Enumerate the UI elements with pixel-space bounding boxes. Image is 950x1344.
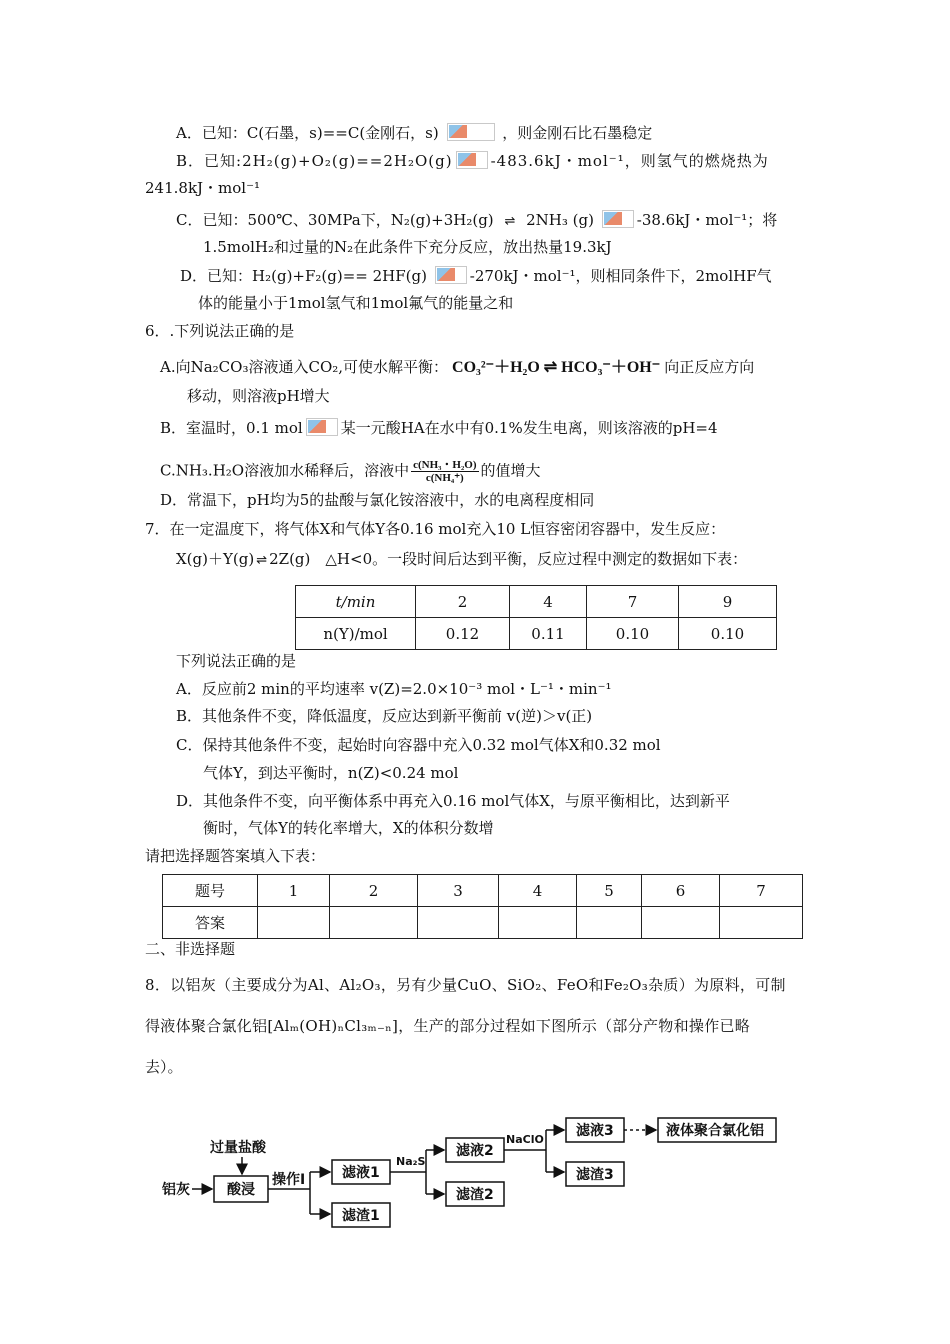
q5-option-a	[176, 123, 652, 143]
answer-input-7[interactable]	[720, 907, 803, 939]
q7-option-a: A．反应前2 min的平均速率 v(Z)=2.0×10⁻³ mol・L⁻¹・min⁻¹	[176, 680, 612, 698]
q5-option-c	[176, 210, 777, 232]
table-cell: 7	[587, 586, 679, 618]
q7-reaction	[176, 549, 747, 571]
q5-c-text: C．已知：500℃、30MPa下，N₂(g)+3H₂(g)	[176, 211, 494, 229]
q5-a-conclusion: ，则金刚石比石墨稳定	[502, 124, 653, 142]
table-cell: 5	[577, 875, 642, 907]
table-cell: 4	[510, 586, 587, 618]
flow-step-acid-leach: 酸浸	[227, 1182, 255, 1198]
flow-reagent-naclo: NaClO	[506, 1133, 544, 1146]
table-cell: 6	[642, 875, 720, 907]
hydrolysis-equation: CO₃²⁻＋H₂O ⇌ HCO₃⁻＋OH⁻	[452, 359, 661, 376]
q7-reaction-info: 2Z(g) △H<0。一段时间后达到平衡，反应过程中测定的数据如下表：	[269, 550, 748, 568]
flow-filtrate-3: 滤液3	[576, 1123, 614, 1139]
table-cell: 4	[499, 875, 577, 907]
q6-a-conclusion: 向正反应方向	[664, 358, 755, 376]
flow-filtrate-2: 滤液2	[456, 1143, 494, 1159]
flow-residue-3: 滤渣3	[576, 1167, 614, 1183]
table-cell: 0.12	[416, 618, 510, 650]
table-cell: 2	[330, 875, 418, 907]
table-row	[296, 618, 777, 650]
table-cell: t/min	[296, 586, 416, 618]
concentration-ratio	[411, 459, 478, 484]
flow-operation-1: 操作Ⅰ	[272, 1172, 306, 1188]
table-row	[163, 875, 803, 907]
equilibrium-arrow-icon: ⇌	[504, 214, 516, 229]
answer-input-3[interactable]	[418, 907, 499, 939]
q7-stem: 7．在一定温度下，将气体X和气体Y各0.16 mol充入10 L恒容密闭容器中，发生反应：	[145, 520, 726, 538]
q8-line-2: 得液体聚合氯化铝[Alₘ(OH)ₙCl₃ₘ₋ₙ]，生产的部分过程如下图所示（部分产物和操作已略	[145, 1017, 751, 1035]
flow-input-label: 铝灰	[162, 1182, 190, 1198]
answer-input-1[interactable]	[258, 907, 330, 939]
image-placeholder-icon	[456, 151, 488, 169]
q5-b-value: -483.6kJ・mol⁻¹，则氢气的燃烧热为	[490, 152, 769, 170]
table-cell: 9	[679, 586, 777, 618]
q6-c-conclusion: 的值增大	[480, 461, 541, 480]
answer-input-6[interactable]	[642, 907, 720, 939]
q5-c-product: 2NH₃ (g)	[526, 211, 594, 229]
ratio-denominator: c(NH₄⁺)	[425, 472, 464, 484]
answer-input-5[interactable]	[577, 907, 642, 939]
image-placeholder-icon	[602, 210, 634, 228]
q6-b-text: B．室温时，0.1 mol	[160, 419, 303, 437]
q6-option-d: D．常温下，pH均为5的盐酸与氯化铵溶液中，水的电离程度相同	[160, 491, 595, 509]
ratio-numerator: c(NH₃・H₂O)	[413, 459, 477, 471]
flow-product: 液体聚合氯化铝	[666, 1123, 764, 1139]
image-placeholder-icon	[306, 418, 338, 436]
flow-filtrate-1: 滤液1	[342, 1165, 380, 1181]
table-cell: 0.10	[679, 618, 777, 650]
table-cell: 3	[418, 875, 499, 907]
q5-a-text: A．已知：C(石墨，s)==C(金刚石，s)	[176, 124, 439, 142]
image-placeholder-icon	[435, 266, 467, 284]
q7-option-c-line2: 气体Y，到达平衡时，n(Z)<0.24 mol	[203, 764, 459, 782]
q6-option-c	[160, 459, 541, 484]
q5-option-b-line2: 241.8kJ・mol⁻¹	[145, 179, 261, 197]
table-cell: 2	[416, 586, 510, 618]
q6-b-conclusion: 某一元酸HA在水中有0.1%发生电离，则该溶液的pH=4	[340, 419, 718, 437]
flow-residue-2: 滤渣2	[456, 1187, 494, 1203]
equilibrium-arrow-icon: ⇌	[256, 553, 268, 568]
q6-option-a	[160, 357, 754, 378]
q6-stem: 6．.下列说法正确的是	[145, 322, 295, 340]
q5-option-b	[176, 151, 769, 171]
q7-data-table	[295, 585, 777, 650]
table-row	[296, 586, 777, 618]
flow-reagent-hcl: 过量盐酸	[210, 1140, 266, 1156]
q6-option-a-line2: 移动，则溶液pH增大	[187, 387, 330, 405]
q5-c-value: -38.6kJ・mol⁻¹；将	[636, 211, 778, 229]
table-cell: 题号	[163, 875, 258, 907]
q5-d-value: -270kJ・mol⁻¹，则相同条件下，2molHF气	[469, 267, 772, 285]
q7-prompt: 下列说法正确的是	[176, 652, 297, 670]
q7-option-d: D．其他条件不变，向平衡体系中再充入0.16 mol气体X，与原平衡相比，达到新平	[176, 792, 730, 810]
q5-option-c-line2: 1.5molH₂和过量的N₂在此条件下充分反应，放出热量19.3kJ	[203, 238, 612, 256]
section-title: 二、非选择题	[145, 940, 236, 958]
table-cell: n(Y)/mol	[296, 618, 416, 650]
q5-b-text: B．已知:2H₂(g)+O₂(g)==2H₂O(g)	[176, 152, 453, 170]
image-placeholder-icon	[447, 123, 495, 141]
q7-option-d-line2: 衡时，气体Y的转化率增大，X的体积分数增	[203, 819, 494, 837]
q7-reactants: X(g)＋Y(g)	[176, 550, 255, 568]
q5-d-text: D．已知：H₂(g)+F₂(g)== 2HF(g)	[180, 267, 427, 285]
answer-table	[162, 874, 803, 939]
table-cell: 0.11	[510, 618, 587, 650]
q5-option-d	[180, 266, 772, 286]
q6-a-text: A.向Na₂CO₃溶液通入CO₂,可使水解平衡：	[160, 358, 449, 376]
table-cell: 7	[720, 875, 803, 907]
table-row	[163, 907, 803, 939]
q8-line-1: 8．以铝灰（主要成分为Al、Al₂O₃，另有少量CuO、SiO₂、FeO和Fe₂O₃杂质）为原料，可制	[145, 976, 786, 994]
q6-c-text: C.NH₃.H₂O溶液加水稀释后，溶液中	[160, 461, 410, 480]
answer-table-intro: 请把选择题答案填入下表：	[145, 847, 326, 865]
table-cell: 1	[258, 875, 330, 907]
q7-option-b: B．其他条件不变，降低温度，反应达到新平衡前 v(逆)＞v(正)	[176, 707, 593, 725]
answer-input-2[interactable]	[330, 907, 418, 939]
flow-reagent-na2s: Na₂S	[396, 1155, 426, 1168]
q8-line-3: 去）。	[145, 1058, 183, 1076]
q7-option-c: C．保持其他条件不变，起始时向容器中充入0.32 mol气体X和0.32 mol	[176, 736, 661, 754]
answer-input-4[interactable]	[499, 907, 577, 939]
q5-option-d-line2: 体的能量小于1mol氢气和1mol氟气的能量之和	[198, 294, 514, 312]
table-cell: 答案	[163, 907, 258, 939]
process-flowchart	[160, 1110, 790, 1240]
flow-residue-1: 滤渣1	[342, 1208, 380, 1224]
table-cell: 0.10	[587, 618, 679, 650]
q6-option-b	[160, 418, 718, 438]
